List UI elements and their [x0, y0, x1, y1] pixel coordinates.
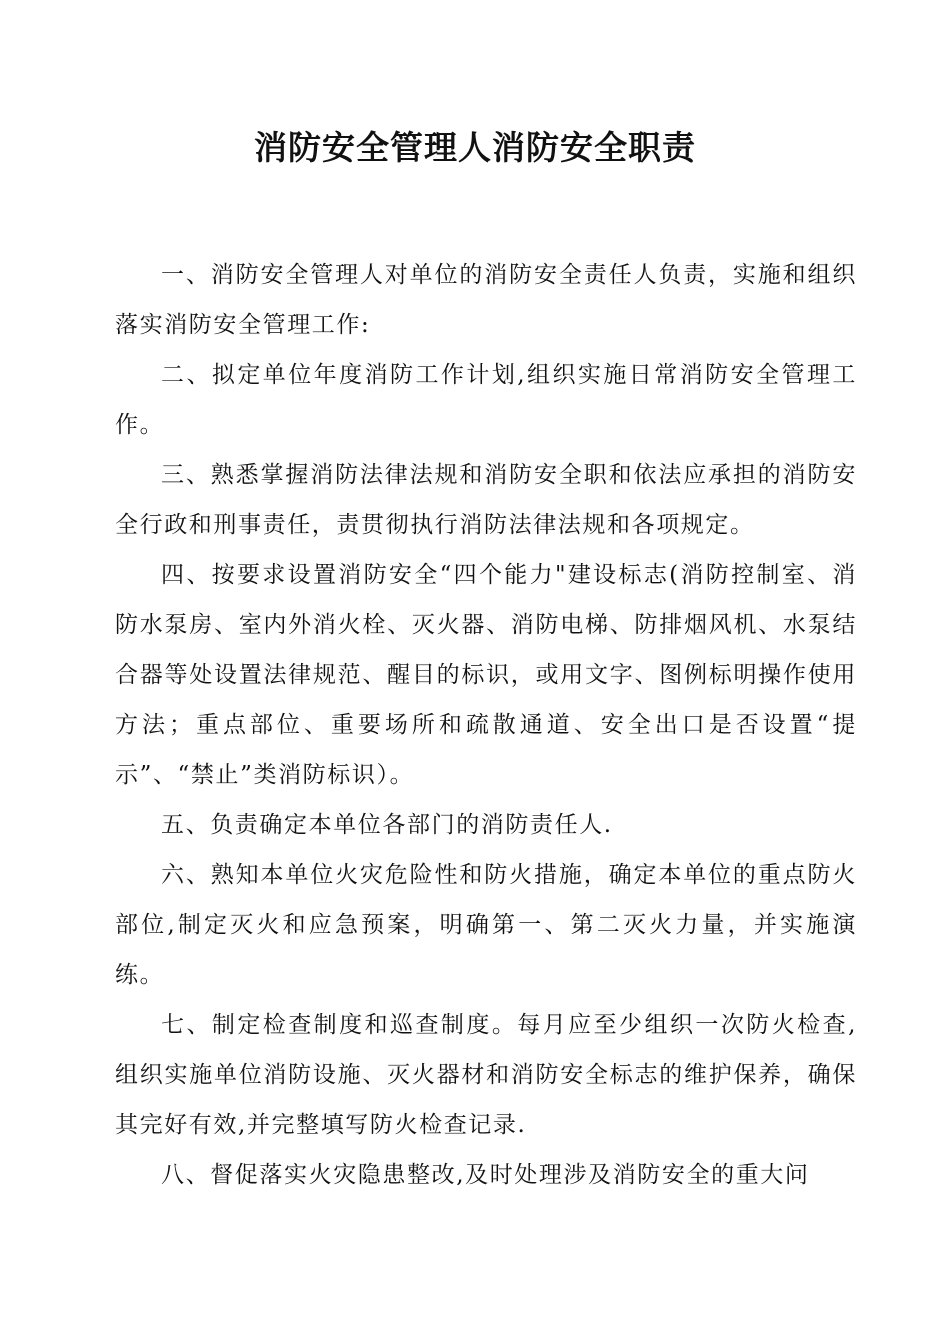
- document-title: 消防安全管理人消防安全职责: [254, 128, 696, 167]
- paragraph-2: 二、拟定单位年度消防工作计划,组织实施日常消防安全管理工作。: [115, 362, 857, 438]
- paragraph-4: 四、按要求设置消防安全“四个能力"建设标志(消防控制室、消防水泵房、室内外消火栓、灭火器、消防电梯、防排烟风机、水泵结合器等处设置法律规范、醒目的标识，或用文字、图例标明操作使用方法；重点部位、重要场所和疏散通道、安全出口是否设置“提示”、“禁止”类消防标识）。: [115, 562, 857, 788]
- paragraph-6: 六、熟知本单位火灾危险性和防火措施，确定本单位的重点防火部位,制定灭火和应急预案，明确第一、第二灭火力量，并实施演练。: [115, 862, 857, 988]
- document-body: [115, 250, 857, 1200]
- paragraph-3: 三、熟悉掌握消防法律法规和消防安全职和依法应承担的消防安全行政和刑事责任，责贯彻执行消防法律法规和各项规定。: [115, 462, 857, 538]
- paragraph-1: 一、消防安全管理人对单位的消防安全责任人负责，实施和组织落实消防安全管理工作:: [115, 262, 857, 338]
- paragraph-7: 七、制定检查制度和巡查制度。每月应至少组织一次防火检查,组织实施单位消防设施、灭火器材和消防安全标志的维护保养，确保其完好有效,并完整填写防火检查记录.: [115, 1012, 857, 1138]
- paragraph-8: 八、督促落实火灾隐患整改,及时处理涉及消防安全的重大问: [161, 1162, 810, 1188]
- paragraph-5: 五、负责确定本单位各部门的消防责任人.: [161, 812, 613, 838]
